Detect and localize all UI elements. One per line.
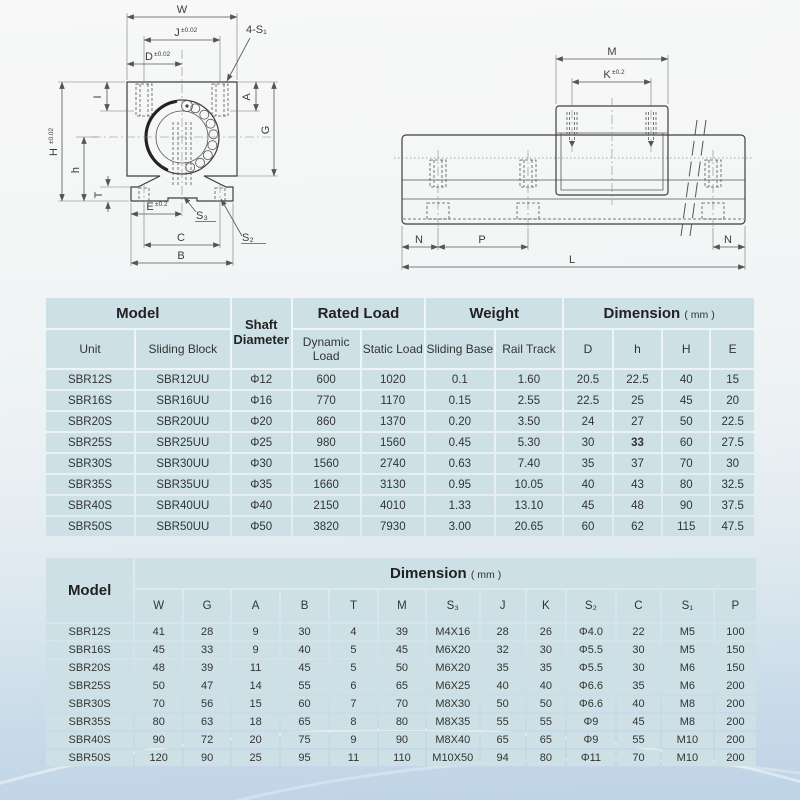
cell: 7 [330, 696, 377, 712]
cell: 75 [281, 732, 328, 748]
cell: 40 [663, 370, 709, 389]
header-model: Model [46, 298, 230, 328]
cell: 1660 [293, 475, 360, 494]
header-rail-track: Rail Track [496, 330, 563, 368]
cell: 50 [135, 678, 182, 694]
cell: 27 [614, 412, 661, 431]
cell: 3820 [293, 517, 360, 536]
table-row [46, 660, 756, 676]
dim-label-g: G [260, 125, 272, 135]
cell: 6 [330, 678, 377, 694]
cell: 3.00 [426, 517, 493, 536]
dim-label-p: P [478, 234, 486, 246]
cell: SBR50UU [136, 517, 230, 536]
dim-label-m: M [607, 46, 617, 58]
dim-label-j: J [174, 27, 180, 39]
cell: M6 [662, 660, 713, 676]
header-sliding-block: Sliding Block [136, 330, 230, 368]
dimension-unit: ( mm ) [470, 568, 502, 581]
dim-label-l: L [568, 254, 576, 266]
header-col-w: W [135, 590, 182, 622]
dim-tol-k: ±0.2 [612, 69, 625, 76]
cell: SBR16S [46, 391, 134, 410]
header-col-k: K [527, 590, 565, 622]
cell: 22 [617, 624, 660, 640]
cell: 27.5 [711, 433, 754, 452]
cell: 25 [232, 750, 279, 766]
dim-label-c: C [177, 232, 185, 244]
table-row [46, 732, 756, 748]
dim-label-t: T [93, 191, 105, 199]
cell: 35 [564, 454, 611, 473]
cell: M6X20 [427, 660, 479, 676]
table-row [46, 454, 754, 473]
cell: 3.50 [496, 412, 563, 431]
cell: Φ16 [232, 391, 291, 410]
table-row [46, 517, 754, 536]
header-col-d: D [564, 330, 611, 368]
header-model: Model [46, 558, 133, 622]
cell: M6X20 [427, 642, 479, 658]
cell: 50 [379, 660, 425, 676]
cell: 200 [715, 714, 756, 730]
dimension-label: Dimension [603, 304, 681, 322]
cell: M10 [662, 750, 713, 766]
cell: SBR30S [46, 454, 134, 473]
cell: M6X25 [427, 678, 479, 694]
cell: 80 [135, 714, 182, 730]
cell: 20 [711, 391, 754, 410]
cell: 1.60 [496, 370, 563, 389]
cell: 50 [527, 696, 565, 712]
cell-patched: 33 [614, 433, 661, 452]
cell: 600 [293, 370, 360, 389]
cell: SBR12S [46, 624, 133, 640]
header-shaft-diameter: Shaft Diameter [232, 298, 291, 368]
side-dimensions [402, 46, 745, 270]
cell: 63 [184, 714, 230, 730]
cell: 35 [527, 660, 565, 676]
cell: 20 [232, 732, 279, 748]
cell: 150 [715, 642, 756, 658]
cell: 3130 [362, 475, 425, 494]
dim-label-a: A [241, 93, 253, 101]
cell: 13.10 [496, 496, 563, 515]
table-row [46, 642, 756, 658]
cell: 45 [617, 714, 660, 730]
dim-label-e: E [146, 201, 154, 213]
cell: 1020 [362, 370, 425, 389]
cell: 200 [715, 732, 756, 748]
cell: SBR16UU [136, 391, 230, 410]
dim-label-s1: 4-S₁ [246, 24, 267, 36]
cell: 860 [293, 412, 360, 431]
cell: 200 [715, 750, 756, 766]
header-col-s3: S₃ [427, 590, 479, 622]
cell: 80 [379, 714, 425, 730]
cell: 1560 [293, 454, 360, 473]
table-row [46, 696, 756, 712]
header-col-h-small: h [614, 330, 661, 368]
cell: 94 [481, 750, 525, 766]
cell: 95 [281, 750, 328, 766]
cell: 50 [663, 412, 709, 431]
cell: 30 [527, 642, 565, 658]
header-col-j: J [481, 590, 525, 622]
header-col-c: C [617, 590, 660, 622]
header-static-load: Static Load [362, 330, 425, 368]
cell: 2740 [362, 454, 425, 473]
cell: 37 [614, 454, 661, 473]
dim-label-H: H [48, 148, 60, 156]
table-row [46, 412, 754, 431]
cell: 90 [379, 732, 425, 748]
cell: M10X50 [427, 750, 479, 766]
dim-label-n-right: N [724, 234, 732, 246]
cell: 1370 [362, 412, 425, 431]
cell: 9 [330, 732, 377, 748]
cell: 20.65 [496, 517, 563, 536]
table-subheader-row [46, 590, 756, 622]
cell: 35 [481, 660, 525, 676]
cell: 55 [281, 678, 328, 694]
cell: 0.15 [426, 391, 493, 410]
cell: 100 [715, 624, 756, 640]
table-header-row [46, 298, 754, 328]
cell: 39 [379, 624, 425, 640]
cell: SBR12UU [136, 370, 230, 389]
cell: M8X35 [427, 714, 479, 730]
cell: 40 [281, 642, 328, 658]
header-dimension [564, 298, 754, 328]
cell: 65 [527, 732, 565, 748]
cell: 70 [663, 454, 709, 473]
cell: 55 [481, 714, 525, 730]
cell: SBR50S [46, 517, 134, 536]
cell: SBR20UU [136, 412, 230, 431]
cell: 80 [663, 475, 709, 494]
cell: 45 [379, 642, 425, 658]
cell: 9 [232, 624, 279, 640]
cell: 32.5 [711, 475, 754, 494]
cell: SBR40UU [136, 496, 230, 515]
table-row [46, 624, 756, 640]
cell: 5 [330, 642, 377, 658]
cell: SBR20S [46, 412, 134, 431]
cell: 11 [330, 750, 377, 766]
cell: 4010 [362, 496, 425, 515]
cell: 70 [135, 696, 182, 712]
cell: 8 [330, 714, 377, 730]
cell: 65 [281, 714, 328, 730]
dim-label-k: K [603, 69, 611, 81]
side-view [394, 46, 752, 270]
cell: 1.33 [426, 496, 493, 515]
cell: SBR40S [46, 732, 133, 748]
cell: 150 [715, 660, 756, 676]
cell: 33 [184, 642, 230, 658]
cell: SBR30UU [136, 454, 230, 473]
cell: 41 [135, 624, 182, 640]
cell: M5 [662, 624, 713, 640]
cell: 18 [232, 714, 279, 730]
cell: 39 [184, 660, 230, 676]
cell: 26 [527, 624, 565, 640]
block-on-rail [556, 98, 668, 205]
cell: SBR25S [46, 678, 133, 694]
cell: 1560 [362, 433, 425, 452]
cell: SBR35UU [136, 475, 230, 494]
cell: M8X30 [427, 696, 479, 712]
front-view [48, 4, 278, 266]
cell: 70 [617, 750, 660, 766]
cell: 45 [135, 642, 182, 658]
header-col-h-big: H [663, 330, 709, 368]
cell: M10 [662, 732, 713, 748]
cell: Φ5.5 [567, 642, 615, 658]
dim-label-w: W [176, 4, 188, 16]
cell: 90 [663, 496, 709, 515]
header-col-g: G [184, 590, 230, 622]
cell: 30 [617, 660, 660, 676]
cell: 7.40 [496, 454, 563, 473]
cell: SBR20S [46, 660, 133, 676]
cell: Φ5.5 [567, 660, 615, 676]
cell: 22.5 [711, 412, 754, 431]
cell: 28 [184, 624, 230, 640]
cell: 0.20 [426, 412, 493, 431]
cell: 30 [711, 454, 754, 473]
cell: 45 [663, 391, 709, 410]
table-row [46, 750, 756, 766]
dim-label-b: B [177, 250, 185, 262]
cell: Φ30 [232, 454, 291, 473]
cell: 30 [564, 433, 611, 452]
cell: M5 [662, 642, 713, 658]
cell: 1170 [362, 391, 425, 410]
cell: 9 [232, 642, 279, 658]
cell: 30 [617, 642, 660, 658]
cell: 120 [135, 750, 182, 766]
cell: SBR40S [46, 496, 134, 515]
dim-label-h: h [70, 166, 82, 174]
cell: Φ20 [232, 412, 291, 431]
dim-label-d: D [145, 51, 153, 63]
cell: 4 [330, 624, 377, 640]
load-dimension-table [44, 296, 756, 538]
cell: 40 [527, 678, 565, 694]
cell: 62 [614, 517, 661, 536]
table-row [46, 475, 754, 494]
cell: 48 [135, 660, 182, 676]
dim-label-s2: S₂ [242, 232, 254, 244]
cell: 22.5 [564, 391, 611, 410]
cell: 5.30 [496, 433, 563, 452]
cell: 22.5 [614, 370, 661, 389]
cell: SBR16S [46, 642, 133, 658]
cell: 28 [481, 624, 525, 640]
cell: 15 [232, 696, 279, 712]
header-col-m: M [379, 590, 425, 622]
cell: 47 [184, 678, 230, 694]
cell: 56 [184, 696, 230, 712]
centerlines [92, 50, 272, 216]
header-col-e: E [711, 330, 754, 368]
cell: 5 [330, 660, 377, 676]
dim-label-s3: S₃ [196, 210, 208, 222]
dim-label-i: I [92, 95, 104, 99]
header-col-t: T [330, 590, 377, 622]
cell: 200 [715, 678, 756, 694]
cell: Φ6.6 [567, 696, 615, 712]
cell: 24 [564, 412, 611, 431]
cell: 90 [135, 732, 182, 748]
table-subheader-row [46, 330, 754, 368]
rail-holes [427, 150, 724, 228]
cell: 980 [293, 433, 360, 452]
cell: 0.45 [426, 433, 493, 452]
header-rated-load: Rated Load [293, 298, 424, 328]
cell: SBR12S [46, 370, 134, 389]
technical-drawings [0, 0, 800, 292]
cell: 45 [281, 660, 328, 676]
cell: SBR50S [46, 750, 133, 766]
cell: SBR25S [46, 433, 134, 452]
front-dimensions [48, 4, 278, 266]
cell: 2.55 [496, 391, 563, 410]
table-row [46, 391, 754, 410]
cell: 60 [281, 696, 328, 712]
cell: SBR30S [46, 696, 133, 712]
cell: 47.5 [711, 517, 754, 536]
cell: Φ11 [567, 750, 615, 766]
cell: Φ35 [232, 475, 291, 494]
cell: 65 [379, 678, 425, 694]
cell: 45 [564, 496, 611, 515]
cell: M4X16 [427, 624, 479, 640]
cell: 110 [379, 750, 425, 766]
cell: 0.63 [426, 454, 493, 473]
cell: Φ9 [567, 732, 615, 748]
cell: 50 [481, 696, 525, 712]
cell: 48 [614, 496, 661, 515]
header-col-b: B [281, 590, 328, 622]
header-col-a: A [232, 590, 279, 622]
cell: 40 [564, 475, 611, 494]
cell: Φ9 [567, 714, 615, 730]
cell: M8X40 [427, 732, 479, 748]
header-dynamic-load: Dynamic Load [293, 330, 360, 368]
cell: SBR25UU [136, 433, 230, 452]
header-dimension [135, 558, 756, 588]
cell: 32 [481, 642, 525, 658]
cell: 30 [281, 624, 328, 640]
cell: Φ50 [232, 517, 291, 536]
dimension-unit: ( mm ) [684, 308, 715, 321]
cell: 90 [184, 750, 230, 766]
cell: 115 [663, 517, 709, 536]
cell: 11 [232, 660, 279, 676]
cell: SBR35S [46, 475, 134, 494]
dim-tol-H: ±0.02 [48, 127, 55, 145]
cell: 2150 [293, 496, 360, 515]
dim-tol-e: ±0.2 [155, 201, 168, 208]
cell: 55 [617, 732, 660, 748]
cell: M8 [662, 714, 713, 730]
cell: Φ40 [232, 496, 291, 515]
dim-tol-j: ±0.02 [181, 27, 198, 34]
cell: 25 [614, 391, 661, 410]
table-row [46, 370, 754, 389]
header-col-p: P [715, 590, 756, 622]
dim-tol-d: ±0.02 [154, 51, 171, 58]
cell: 60 [564, 517, 611, 536]
cell: M6 [662, 678, 713, 694]
header-sliding-base: Sliding Base [426, 330, 493, 368]
cell: Φ6.6 [567, 678, 615, 694]
table-row [46, 678, 756, 694]
cell: 80 [527, 750, 565, 766]
cell: M8 [662, 696, 713, 712]
table-header-row [46, 558, 756, 588]
cell: 55 [527, 714, 565, 730]
cell: SBR35S [46, 714, 133, 730]
table-row [46, 714, 756, 730]
cell: 14 [232, 678, 279, 694]
cell: 20.5 [564, 370, 611, 389]
cell: 35 [617, 678, 660, 694]
cell: 70 [379, 696, 425, 712]
cell: Φ4.0 [567, 624, 615, 640]
table-row [46, 433, 754, 452]
header-weight: Weight [426, 298, 562, 328]
dimension-label: Dimension [390, 564, 467, 582]
cell: 200 [715, 696, 756, 712]
header-unit: Unit [46, 330, 134, 368]
header-col-s1: S₁ [662, 590, 713, 622]
cell: 40 [617, 696, 660, 712]
table-row [46, 496, 754, 515]
cell: 40 [481, 678, 525, 694]
rail-outline [394, 135, 752, 224]
cell: 10.05 [496, 475, 563, 494]
cell: 65 [481, 732, 525, 748]
cell: 72 [184, 732, 230, 748]
cell: 0.1 [426, 370, 493, 389]
dim-label-n-left: N [415, 234, 423, 246]
cell: 43 [614, 475, 661, 494]
cell: 37.5 [711, 496, 754, 515]
cell: 0.95 [426, 475, 493, 494]
cell: 15 [711, 370, 754, 389]
cell: 770 [293, 391, 360, 410]
detail-dimension-table [44, 556, 758, 768]
cell: 60 [663, 433, 709, 452]
cell: Φ12 [232, 370, 291, 389]
header-col-s2: S₂ [567, 590, 615, 622]
cell: Φ25 [232, 433, 291, 452]
cell: 7930 [362, 517, 425, 536]
